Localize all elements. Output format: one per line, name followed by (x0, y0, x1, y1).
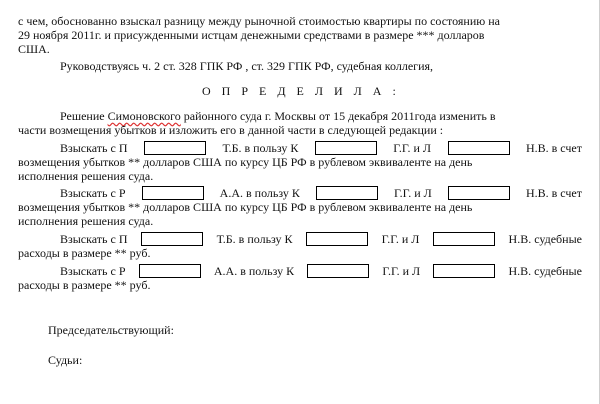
item-2-continuation-2: исполнения решения суда. (18, 214, 154, 228)
recovery-item-4 (60, 264, 582, 278)
item-3-continuation: расходы в размере ** руб. (18, 246, 151, 260)
item-4-debtor-prefix: Взыскать с Р (60, 264, 126, 278)
item-3-second-creditor-prefix: Г.Г. и Л (381, 232, 420, 246)
item-1-debtor-prefix: Взыскать с П (60, 141, 128, 155)
redaction-box (139, 264, 201, 278)
presiding-judge-label: Председательствующий: (48, 323, 174, 337)
redaction-box (433, 264, 495, 278)
item-1-tail: Н.В. в счет (525, 141, 582, 155)
redaction-box (315, 141, 377, 155)
redaction-box (433, 232, 495, 246)
decision-line-1 (60, 109, 496, 123)
decision-line-1-end: районного суда г. Москвы от 15 декабря 2011года изменить в (180, 109, 496, 123)
intro-line-3: США. (18, 42, 50, 56)
item-1-continuation-2: исполнения решения суда. (18, 169, 154, 183)
redaction-box (316, 186, 378, 200)
redaction-box (307, 264, 369, 278)
decision-line-2: части возмещения убытков и изложить его в данной части в следующей редакции : (18, 123, 444, 137)
item-1-creditor-prefix: Т.Б. в пользу К (222, 141, 299, 155)
item-1-second-creditor-prefix: Г.Г. и Л (393, 141, 432, 155)
redaction-box (448, 141, 510, 155)
judges-label: Судьи: (48, 353, 83, 367)
item-4-tail: Н.В. судебные (508, 264, 582, 278)
guided-by-line: Руководствуясь ч. 2 ст. 328 ГПК РФ , ст. 329 ГПК РФ, судебная коллегия, (60, 59, 434, 73)
recovery-item-2 (60, 186, 582, 200)
item-2-continuation-1: возмещения убытков ** долларов США по курсу ЦБ РФ в рублевом эквиваленте на день (18, 200, 473, 214)
item-1-continuation-1: возмещения убытков ** долларов США по курсу ЦБ РФ в рублевом эквиваленте на день (18, 155, 473, 169)
item-4-continuation: расходы в размере ** руб. (18, 278, 151, 292)
decision-line-1-start: Решение (60, 109, 108, 123)
item-2-creditor-prefix: А.А. в пользу К (219, 186, 300, 200)
recovery-item-1 (60, 141, 582, 155)
redaction-box (142, 186, 204, 200)
ruling-heading: О П Р Е Д Е Л И Л А : (202, 84, 400, 98)
redaction-box (144, 141, 206, 155)
item-2-tail: Н.В. в счет (525, 186, 582, 200)
item-4-second-creditor-prefix: Г.Г. и Л (382, 264, 421, 278)
intro-line-1: с чем, обоснованно взыскал разницу между рыночной стоимостью квартиры по состоянию на (18, 14, 500, 28)
item-4-creditor-prefix: А.А. в пользу К (213, 264, 295, 278)
intro-line-2: 29 ноября 2011г. и присужденными истцам денежными средствами в размере *** долларов (18, 28, 485, 42)
redaction-box (306, 232, 368, 246)
recovery-item-3 (60, 232, 582, 246)
item-2-second-creditor-prefix: Г.Г. и Л (394, 186, 432, 200)
redaction-box (141, 232, 203, 246)
item-3-debtor-prefix: Взыскать с П (60, 232, 128, 246)
item-3-tail: Н.В. судебные (508, 232, 582, 246)
court-name: Симоновского (107, 109, 181, 123)
item-2-debtor-prefix: Взыскать с Р (60, 186, 126, 200)
redaction-box (448, 186, 510, 200)
item-3-creditor-prefix: Т.Б. в пользу К (216, 232, 293, 246)
